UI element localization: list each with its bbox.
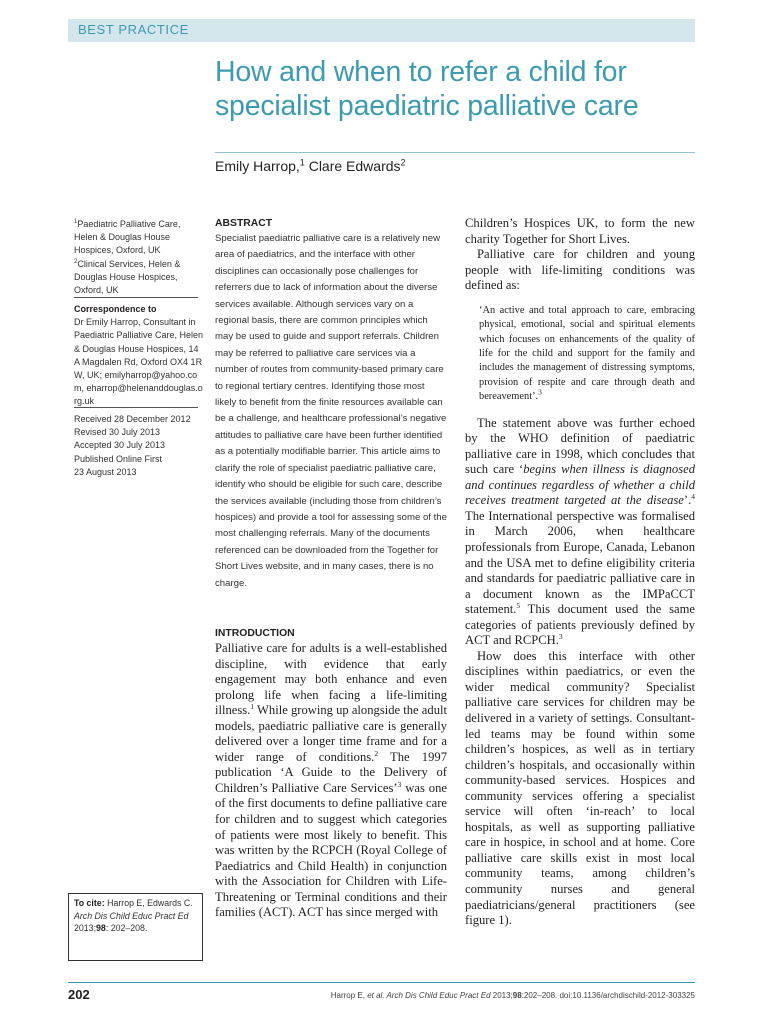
footer-authors: Harrop E, bbox=[330, 991, 368, 1000]
ref-5: 5 bbox=[516, 600, 521, 610]
introduction-heading: INTRODUCTION bbox=[215, 628, 295, 639]
abstract-text: Specialist paediatric palliative care is a relatively new area of paediatrics, and the interface with other disciplines can occasionally pose challenges for referrers due to lack of information about the diverse services available. Although services vary on a regional basis, there are common principles which may be used to guide and support referrals. Children may be referred to palliative care services via a number of routes from community-based primary care to regional tertiary centres. Identifying those most likely to benefit from the finite resources available can be a challenge, and healthcare professional’s negative attitudes to palliative care have been further identified as a potentially modifiable barrier. This article aims to clarify the role of specialist paediatric palliative care, identify who should be eligible for such care, describe the services available (including those from children’s hospices) and provide a tool for assessing some of the most challenging referrals. Many of the documents referenced can be downloaded from the Together for Short Lives website, and in many cases, there is no charge. bbox=[215, 233, 447, 589]
affiliation-1 bbox=[74, 218, 204, 258]
abstract bbox=[215, 217, 447, 592]
citation-box bbox=[68, 893, 203, 961]
page-number: 202 bbox=[68, 987, 90, 1002]
column2-paragraph-1: Palliative care for children and young people with life-limiting conditions was defined as: bbox=[465, 247, 695, 293]
intro-text-a: Palliative care for adults is a well-established discipline, with evidence that early engagement may both enhance and even prolong life when facing a life-limiting illness. bbox=[215, 641, 447, 718]
ref-3b: 3 bbox=[558, 632, 563, 642]
citation-pages: : 202–208. bbox=[105, 923, 148, 933]
column2-paragraph-0: Children’s Hospices UK, to form the new charity Together for Short Lives. bbox=[465, 216, 695, 246]
article-title bbox=[215, 55, 695, 123]
sidebar-divider-1 bbox=[74, 297, 198, 298]
author-1: Emily Harrop, bbox=[215, 158, 300, 174]
column2-paragraph-2 bbox=[465, 416, 695, 649]
title-line-1: How and when to refer a child for bbox=[215, 56, 627, 88]
date-online: 23 August 2013 bbox=[74, 466, 137, 477]
introduction bbox=[215, 627, 447, 921]
date-online-label: Published Online First bbox=[74, 453, 163, 464]
who-quote: begins when illness is diagnosed and continues regardless of whether a child receives treatment targeted at the disease bbox=[465, 462, 695, 508]
author-1-affiliation: 1 bbox=[299, 157, 305, 168]
footer-doi: :202–208. doi:10.1136/archdischild-2012-303325 bbox=[521, 991, 695, 1000]
citation-year: 2013; bbox=[74, 923, 97, 933]
ref-3: 3 bbox=[397, 779, 402, 789]
citation-label: To cite: bbox=[74, 898, 105, 908]
ref-4: 4 bbox=[691, 492, 695, 502]
p2-text-a: The statement above was further echoed by the WHO definition of paediatric palliative care in 1998, which concludes that such care ‘ bbox=[465, 415, 695, 477]
introduction-paragraph bbox=[215, 641, 447, 921]
p2-text-d: This document used the same categories of patients previously defined by ACT and RCPCH. bbox=[465, 602, 695, 648]
author-list bbox=[215, 158, 406, 174]
citation-journal: Arch Dis Child Educ Pract Ed bbox=[74, 910, 189, 921]
intro-text-b: While growing up alongside the adult models, paediatric palliative care is generally delivered over a longer time frame and for a wider range of conditions. bbox=[215, 703, 447, 764]
affiliation-2-number: 2 bbox=[74, 258, 78, 265]
article-dates bbox=[74, 413, 204, 479]
quote-ref: 3 bbox=[538, 387, 542, 397]
p2-text-c: The International perspective was formalised in March 2006, when healthcare professionals from Europe, Canada, Lebanon and the USA met to define eligibility criteria and standards for paediatric palliative care in a document known as the IMPaCCT statement. bbox=[465, 508, 695, 617]
definition-quote bbox=[479, 304, 695, 405]
p2-text-b: ’. bbox=[683, 493, 692, 508]
footer-year: 2013; bbox=[490, 991, 513, 1000]
correspondence-heading: Correspondence to bbox=[74, 304, 157, 314]
date-revised: Revised 30 July 2013 bbox=[74, 427, 161, 438]
date-received: Received 28 December 2012 bbox=[74, 414, 191, 424]
quote-text: ‘An active and total approach to care, embracing physical, emotional, social and spiritual elements which focuses on enhancements of the quality of life for the child and support for the family and includes the management of distressing symptoms, provision of respite and care through death and bereavement’. bbox=[479, 304, 695, 403]
affiliation-1-number: 1 bbox=[74, 219, 78, 225]
citation-authors: Harrop E, Edwards C. bbox=[104, 898, 193, 908]
author-2-affiliation: 2 bbox=[400, 157, 406, 168]
date-accepted: Accepted 30 July 2013 bbox=[74, 440, 166, 451]
footer-citation bbox=[331, 991, 695, 1000]
section-label: BEST PRACTICE bbox=[78, 22, 189, 37]
ref-1: 1 bbox=[250, 702, 255, 711]
affiliation-2-text: Clinical Services, Helen & Douglas House Hospices, Oxford, UK bbox=[74, 258, 181, 296]
sidebar-divider-2 bbox=[74, 407, 198, 408]
title-divider bbox=[215, 152, 695, 153]
intro-text-d: was one of the first documents to define palliative care for children and to suggest which categories of patients were most likely to benefit. This was written by the RCPCH (Royal College of Paediatrics and Child Health) in conjunction with the Association for Children with Life-Threatening or Terminal conditions and their families (ACT). ACT has since merged with bbox=[215, 780, 447, 920]
affiliation-1-text: Paediatric Palliative Care, Helen & Douglas House Hospices, Oxford, UK bbox=[74, 219, 181, 256]
citation-volume: 98 bbox=[96, 923, 106, 933]
footer-volume: 98 bbox=[512, 991, 522, 1000]
correspondence bbox=[74, 303, 204, 409]
title-line-2: specialist paediatric palliative care bbox=[215, 90, 639, 122]
correspondence-text: Dr Emily Harrop, Consultant in Paediatric Palliative Care, Helen & Douglas House Hospices, 14A Magdalen Rd, Oxford OX4 1RW, UK; emilyharrop@yahoo.com, eharrop@helenanddouglas.org.uk bbox=[74, 317, 204, 407]
footer-journal: et al. Arch Dis Child Educ Pract Ed bbox=[367, 991, 491, 1000]
author-2: Clare Edwards bbox=[304, 158, 401, 174]
intro-text-c: The 1997 publication ‘A Guide to the Delivery of Children’s Palliative Care Services’ bbox=[215, 749, 447, 795]
ref-2: 2 bbox=[374, 748, 379, 758]
right-column bbox=[465, 216, 695, 929]
affiliation-2 bbox=[74, 258, 204, 298]
affiliations bbox=[74, 218, 204, 297]
abstract-heading: ABSTRACT bbox=[215, 218, 273, 229]
footer-divider bbox=[68, 982, 695, 983]
column2-paragraph-3: How does this interface with other disciplines within paediatrics, or even the wider medical community? Specialist palliative care services for children may be delivered in a variety of settings. Consultant-led teams may be found within some children’s hospices, as well as in tertiary children’s hospitals, and occasionally within community-based services. Hospices and community services offering a specialist service will often ‘in-reach’ to local hospitals, as well as supporting palliative care in hospice, in school and at home. Core palliative care skills exist in most local community teams, among children’s community nurses and general paediatricians/general practitioners (see figure 1). bbox=[465, 648, 695, 928]
